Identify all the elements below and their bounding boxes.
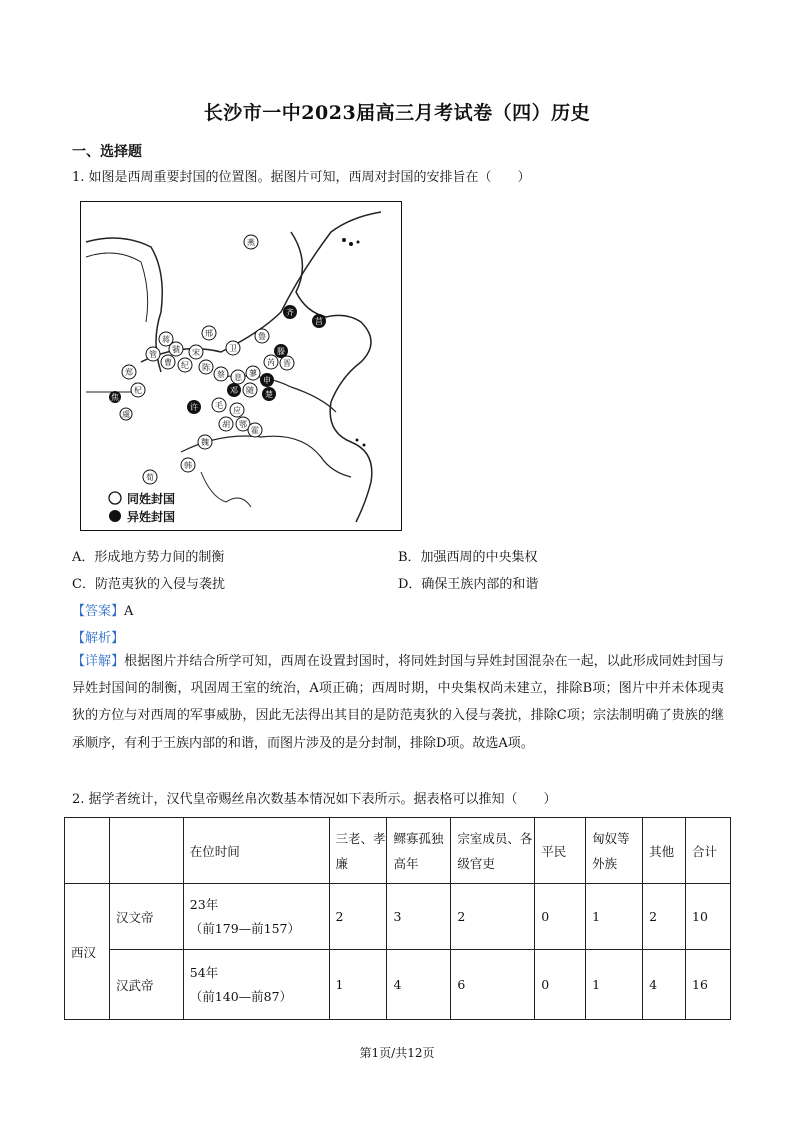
value-cell: 16 xyxy=(686,950,731,1020)
state-label: 邓 xyxy=(230,386,238,395)
state-label: 曹 xyxy=(164,358,172,367)
state-label: 芮 xyxy=(267,358,275,367)
state-label: 许 xyxy=(190,403,198,412)
value-cell: 0 xyxy=(535,950,586,1020)
page-footer: 第1页/共12页 xyxy=(359,1046,435,1060)
state-label: 应 xyxy=(233,406,241,415)
value-cell: 6 xyxy=(451,950,535,1020)
header-cell: 在位时间 xyxy=(183,818,329,884)
map-drawing xyxy=(81,202,401,530)
state-label: 蒋 xyxy=(162,335,170,344)
state-label: 霍 xyxy=(251,426,259,435)
reign-range: （前179—前157） xyxy=(189,920,301,936)
state-label: 魏 xyxy=(201,438,209,447)
value-cell: 1 xyxy=(329,950,387,1020)
header-cell xyxy=(109,818,183,884)
state-label: 毛 xyxy=(215,401,223,410)
state-label: 齐 xyxy=(286,308,294,317)
state-label: 滕 xyxy=(277,347,285,356)
western-zhou-map xyxy=(80,201,402,531)
reign-range: （前140—前87） xyxy=(189,988,293,1004)
state-label: 韩 xyxy=(184,461,192,470)
state-label: 随 xyxy=(246,386,254,395)
state-label: 虢 xyxy=(172,345,180,354)
option-a: A．形成地方势力间的制衡 xyxy=(72,550,225,565)
dynasty-cell: 西汉 xyxy=(65,884,110,1020)
map-markers xyxy=(109,235,326,484)
header-cell: 宗室成员、各级官吏 xyxy=(451,818,535,884)
analysis-label: 【解析】 xyxy=(72,631,125,646)
state-label: 陈 xyxy=(202,363,210,372)
question-1-stem: 1. 如图是西周重要封国的位置图。据图片可知，西周对封国的安排旨在（ ） xyxy=(72,170,531,185)
value-cell: 0 xyxy=(535,884,586,950)
reign-years: 54年 xyxy=(189,964,219,980)
legend-diff-label: 异姓封国 xyxy=(127,510,176,524)
header-cell: 三老、孝廉 xyxy=(329,818,387,884)
value-cell: 4 xyxy=(643,950,686,1020)
state-label: 息 xyxy=(234,373,242,382)
legend-same-label: 同姓封国 xyxy=(127,492,176,506)
value-cell: 2 xyxy=(451,884,535,950)
legend-hollow-marker xyxy=(109,492,121,504)
state-label: 虞 xyxy=(122,410,130,419)
legend-filled-marker xyxy=(109,510,121,522)
state-label: 荀 xyxy=(146,473,154,482)
answer-line xyxy=(72,600,133,619)
value-cell: 10 xyxy=(686,884,731,950)
table-header-row xyxy=(65,818,731,884)
value-cell: 2 xyxy=(329,884,387,950)
header-cell: 鳏寡孤独高年 xyxy=(387,818,451,884)
header-cell: 合计 xyxy=(686,818,731,884)
option-b: B．加强西周的中央集权 xyxy=(398,550,538,565)
state-label: 管 xyxy=(149,350,157,359)
state-label: 申 xyxy=(263,376,271,385)
answer-label: 【答案】 xyxy=(72,604,125,619)
header-cell: 平民 xyxy=(535,818,586,884)
state-label: 郑 xyxy=(125,368,133,377)
state-label: 胡 xyxy=(222,420,230,429)
emperor-cell: 汉武帝 xyxy=(109,950,183,1020)
header-cell: 其他 xyxy=(643,818,686,884)
answer-value: A xyxy=(124,604,134,619)
question-2-stem: 2. 据学者统计，汉代皇帝赐丝帛次数基本情况如下表所示。据表格可以推知（ ） xyxy=(72,792,557,807)
state-label: 蓼 xyxy=(249,369,257,378)
option-d: D．确保王族内部的和谐 xyxy=(398,577,539,592)
reign-years: 23年 xyxy=(189,896,219,912)
section-heading: 一、选择题 xyxy=(72,144,142,160)
option-c: C．防范夷狄的入侵与袭扰 xyxy=(72,577,225,592)
value-cell: 1 xyxy=(586,884,643,950)
detail-paragraph xyxy=(72,648,724,757)
emperor-cell: 汉文帝 xyxy=(109,884,183,950)
header-cell xyxy=(65,818,110,884)
state-label: 焦 xyxy=(111,393,119,402)
state-label: 卫 xyxy=(229,344,237,353)
silk-grant-table xyxy=(64,817,731,1020)
state-label: 鲁 xyxy=(258,332,266,341)
value-cell: 3 xyxy=(387,884,451,950)
page-title: 长沙市一中2023届高三月考试卷（四）历史 xyxy=(203,102,591,124)
state-label: 邢 xyxy=(205,329,213,338)
detail-label: 【详解】 xyxy=(72,654,125,669)
state-label: 鄂 xyxy=(239,420,247,429)
state-label: 燕 xyxy=(247,238,255,247)
value-cell: 1 xyxy=(586,950,643,1020)
reign-cell xyxy=(183,884,329,950)
state-label: 蔡 xyxy=(217,370,225,379)
state-label: 楚 xyxy=(265,390,273,399)
state-label: 纪 xyxy=(181,361,189,370)
table-row xyxy=(65,884,731,950)
table-row xyxy=(65,950,731,1020)
header-cell: 匈奴等外族 xyxy=(586,818,643,884)
state-label: 晋 xyxy=(283,359,291,368)
state-label: 杞 xyxy=(134,386,142,395)
value-cell: 4 xyxy=(387,950,451,1020)
state-label: 莒 xyxy=(315,317,323,326)
value-cell: 2 xyxy=(643,884,686,950)
state-label: 宋 xyxy=(192,348,200,357)
reign-cell xyxy=(183,950,329,1020)
detail-text: 根据图片并结合所学可知，西周在设置封国时，将同姓封国与异姓封国混杂在一起，以此形成同姓封国与异姓封国间的制衡，巩固周王室的统治，A项正确；西周时期，中央集权尚未建立，排除B项；图片中并未体现夷狄的方位与对西周的军事威胁，因此无法得出其目的是防范夷狄的入侵与袭扰，排除C项；宗法制明确了贵族的继承顺序，有利于王族内部的和谐，而图片涉及的是分封制，排除D项。故选A项。 xyxy=(72,654,724,751)
